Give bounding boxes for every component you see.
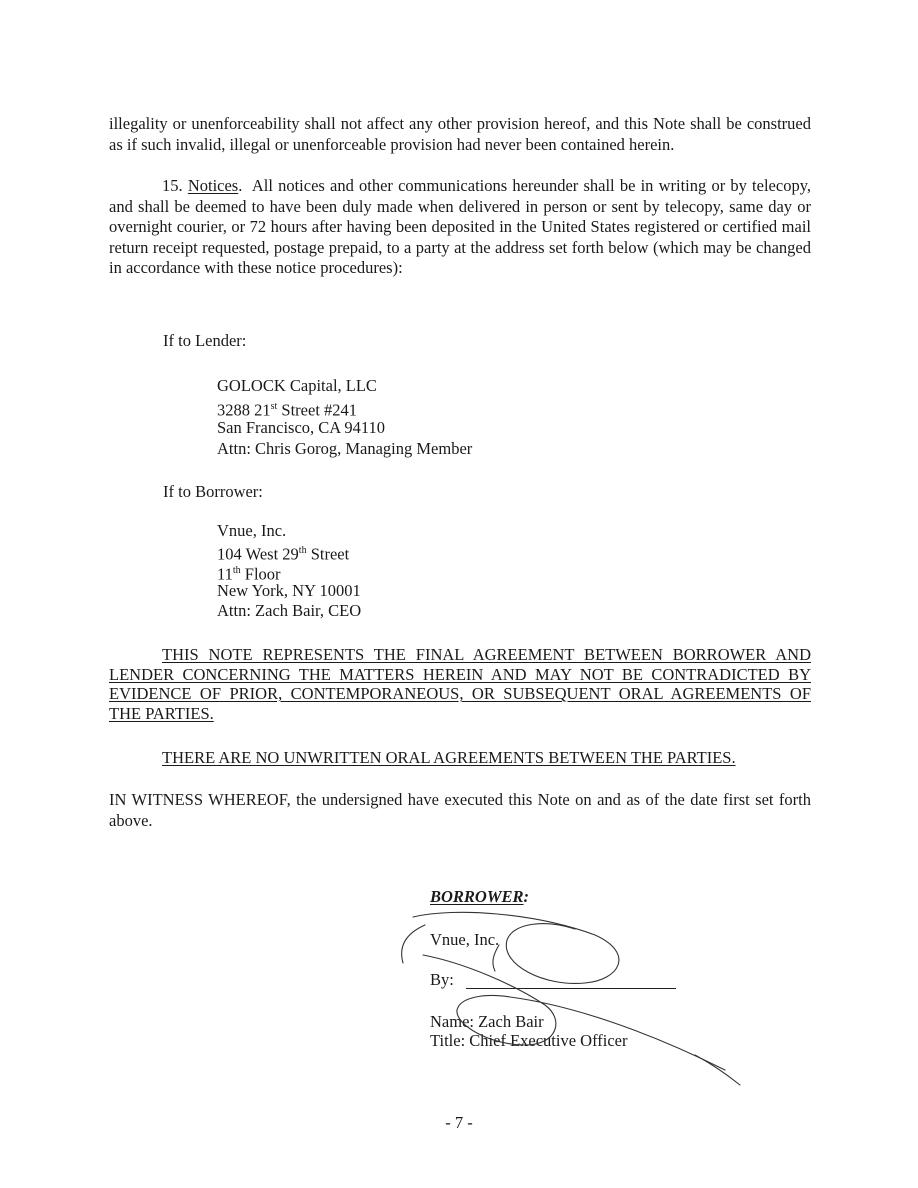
lender-street-number: 3288 21 (217, 400, 271, 420)
final-agreement-clause: THIS NOTE REPRESENTS THE FINAL AGREEMENT BETWEEN BORROWER AND LENDER CONCERNING THE MATTERS HEREIN AND MAY NOT BE CONTRADICTED BY EVIDENCE OF PRIOR, CONTEMPORANEOUS, OR SUBSEQUENT ORAL AGREEMENTS OF THE PARTIES. (109, 645, 811, 723)
continued-paragraph: illegality or unenforceability shall not affect any other provision hereof, and this Note shall be construed as if such invalid, illegal or unenforceable provision had never been contained herein. (109, 114, 811, 154)
lender-name: GOLOCK Capital, LLC (217, 376, 377, 395)
borrower-floor-number: 11 (217, 564, 233, 584)
borrower-name: Vnue, Inc. (217, 521, 287, 540)
borrower-floor-suffix: th (232, 565, 241, 576)
by-label: By: (430, 970, 454, 989)
handwritten-signature (395, 905, 755, 1095)
borrower-heading-colon: : (523, 887, 530, 906)
borrower-street-name: Street (306, 544, 350, 564)
page-number: - 7 - (445, 1113, 473, 1132)
lender-attn: Attn: Chris Gorog, Managing Member (217, 439, 473, 458)
lender-street-name: Street #241 (277, 400, 358, 420)
lender-label: If to Lender: (163, 331, 247, 350)
signer-name: Name: Zach Bair (430, 1012, 544, 1031)
section-number: 15. (162, 176, 183, 195)
section-body: All notices and other communications hereunder shall be in writing or by telecopy, and shall be deemed to have been duly made when delivered in person or sent by telecopy, same day or overnight courier, or 72 hours after having been deposited in the United States registered or certified mail return receipt requested, postage prepaid, to a party at the address set forth below (which may be changed in accordance with these notice procedures): (109, 176, 812, 277)
signer-company: Vnue, Inc. (430, 930, 500, 949)
borrower-heading-text: BORROWER (430, 887, 524, 906)
lender-street (217, 397, 357, 421)
section-heading: Notices (187, 176, 239, 195)
borrower-attn: Attn: Zach Bair, CEO (217, 601, 362, 620)
section-15-paragraph: 15. Notices. All notices and other communications hereunder shall be in writing or by telecopy, and shall be deemed to have been duly made when delivered in person or sent by telecopy, same day or overnight courier, or 72 hours after having been deposited in the United States registered or certified mail return receipt requested, postage prepaid, to a party at the address set forth below (which may be changed in accordance with these notice procedures): (109, 176, 812, 277)
witness-paragraph: IN WITNESS WHEREOF, the undersigned have executed this Note on and as of the date first set forth above. (109, 790, 811, 830)
borrower-floor-word: Floor (240, 564, 281, 584)
signer-title: Title: Chief Executive Officer (430, 1031, 628, 1050)
lender-street-suffix: st (270, 401, 278, 412)
borrower-city: New York, NY 10001 (217, 581, 361, 600)
borrower-street-suffix: th (298, 545, 307, 556)
borrower-street-number: 104 West 29 (217, 544, 299, 564)
borrower-label: If to Borrower: (163, 482, 263, 501)
no-oral-agreements-clause: THERE ARE NO UNWRITTEN ORAL AGREEMENTS BETWEEN THE PARTIES. (162, 748, 736, 767)
borrower-heading (430, 887, 529, 907)
lender-city: San Francisco, CA 94110 (217, 418, 386, 437)
